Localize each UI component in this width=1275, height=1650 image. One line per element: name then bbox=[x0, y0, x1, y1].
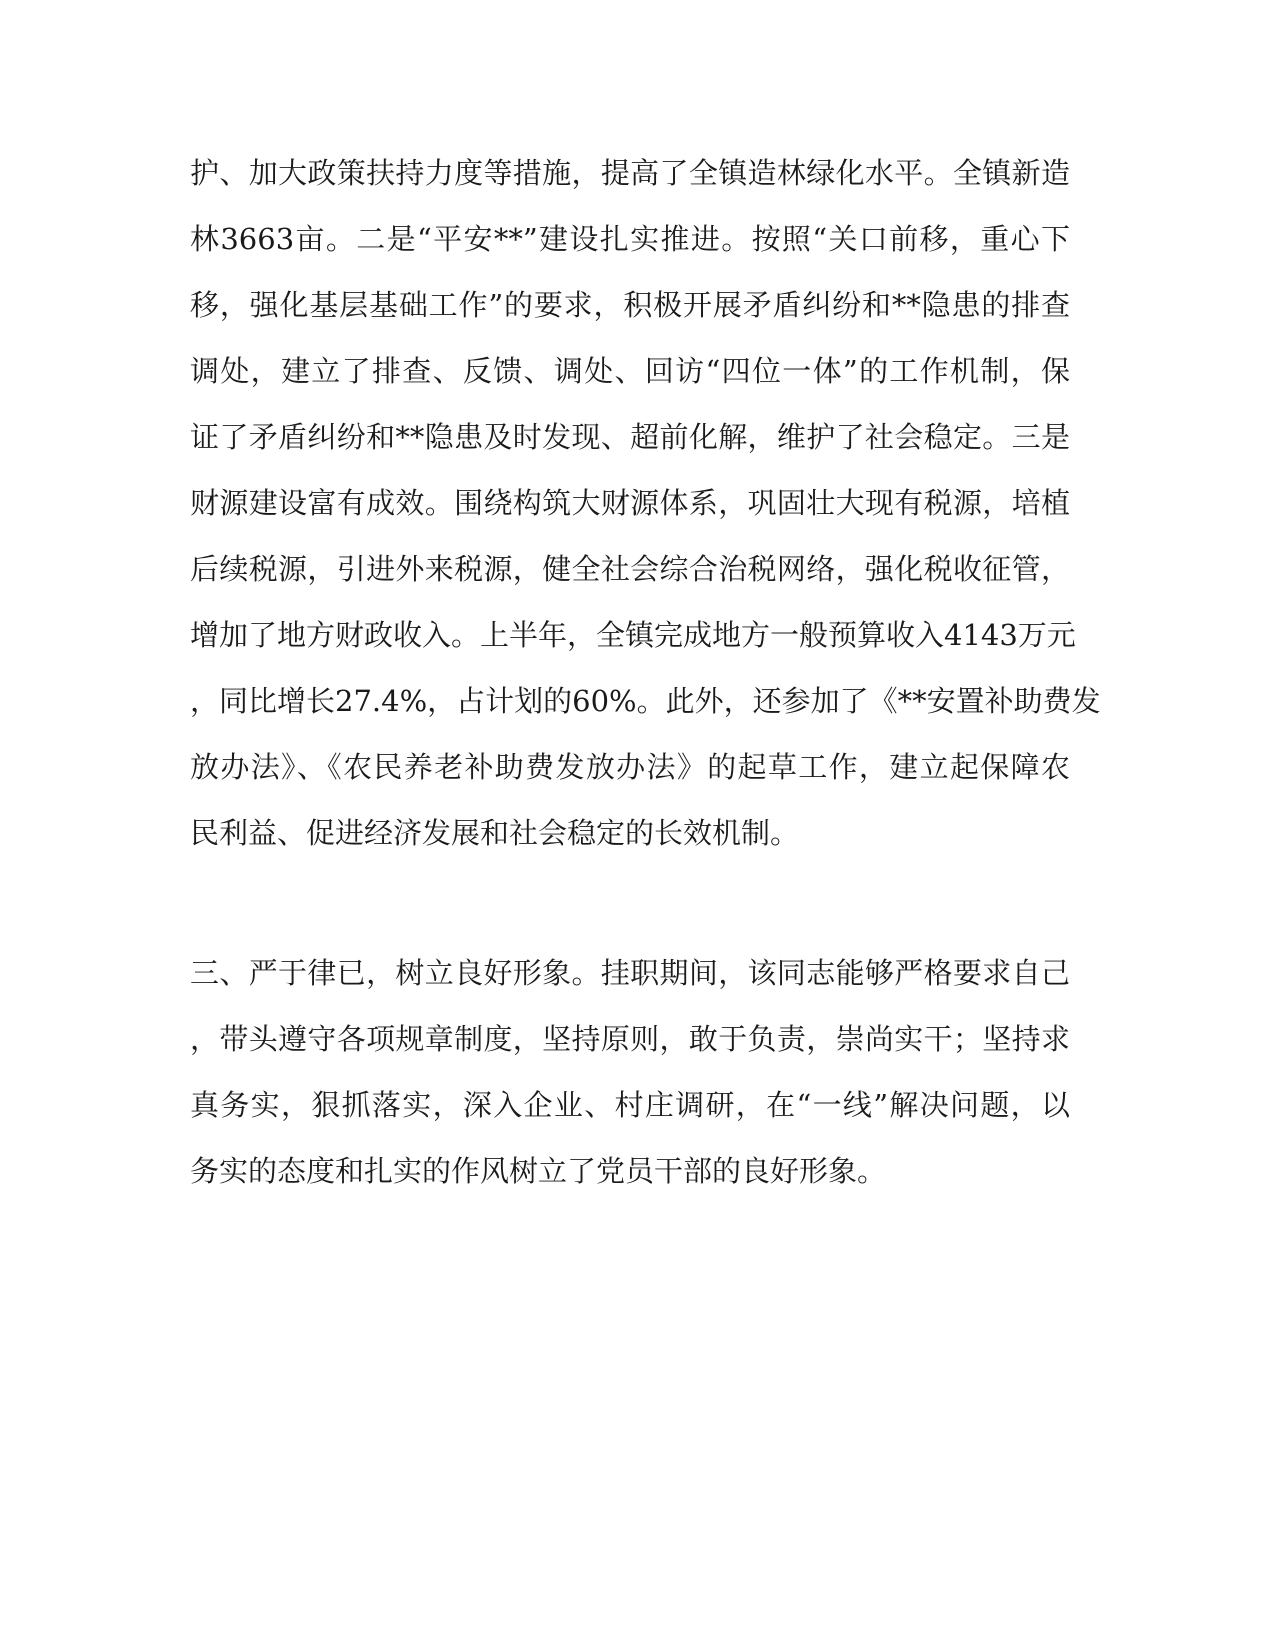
text-line: 护、加大政策扶持力度等措施，提高了全镇造林绿化水平。全镇新造 bbox=[190, 156, 1070, 190]
text-line: 放办法》、《农民养老补助费发放办法》的起草工作，建立起保障农 bbox=[190, 750, 1070, 784]
paragraph-self-discipline bbox=[190, 940, 1070, 1204]
text-line: 增加了地方财政收入。上半年，全镇完成地方一般预算收入4143万元 bbox=[190, 618, 1076, 652]
paragraph-achievements bbox=[190, 140, 1101, 866]
text-line: 调处，建立了排查、反馈、调处、回访“四位一体”的工作机制，保 bbox=[190, 354, 1070, 388]
text-line: 后续税源，引进外来税源，健全社会综合治税网络，强化税收征管， bbox=[190, 552, 1070, 586]
text-line: 移，强化基层基础工作”的要求，积极开展矛盾纠纷和**隐患的排查 bbox=[190, 288, 1070, 322]
text-line: 财源建设富有成效。围绕构筑大财源体系，巩固壮大现有税源，培植 bbox=[190, 486, 1070, 520]
text-line: 民利益、促进经济发展和社会稳定的长效机制。 bbox=[190, 816, 800, 850]
text-line: 林3663亩。二是“平安**”建设扎实推进。按照“关口前移，重心下 bbox=[190, 222, 1070, 256]
text-line: 证了矛盾纠纷和**隐患及时发现、超前化解，维护了社会稳定。三是 bbox=[190, 420, 1070, 454]
text-line: ，带头遵守各项规章制度，坚持原则，敢于负责，崇尚实干；坚持求 bbox=[190, 1022, 1070, 1056]
text-line: ，同比增长27.4%，占计划的60%。此外，还参加了《**安置补助费发 bbox=[190, 684, 1101, 718]
text-line: 三、严于律已，树立良好形象。挂职期间，该同志能够严格要求自己 bbox=[190, 956, 1070, 990]
text-line: 真务实，狠抓落实，深入企业、村庄调研，在“一线”解决问题，以 bbox=[190, 1088, 1070, 1122]
text-line: 务实的态度和扎实的作风树立了党员干部的良好形象。 bbox=[190, 1154, 887, 1188]
